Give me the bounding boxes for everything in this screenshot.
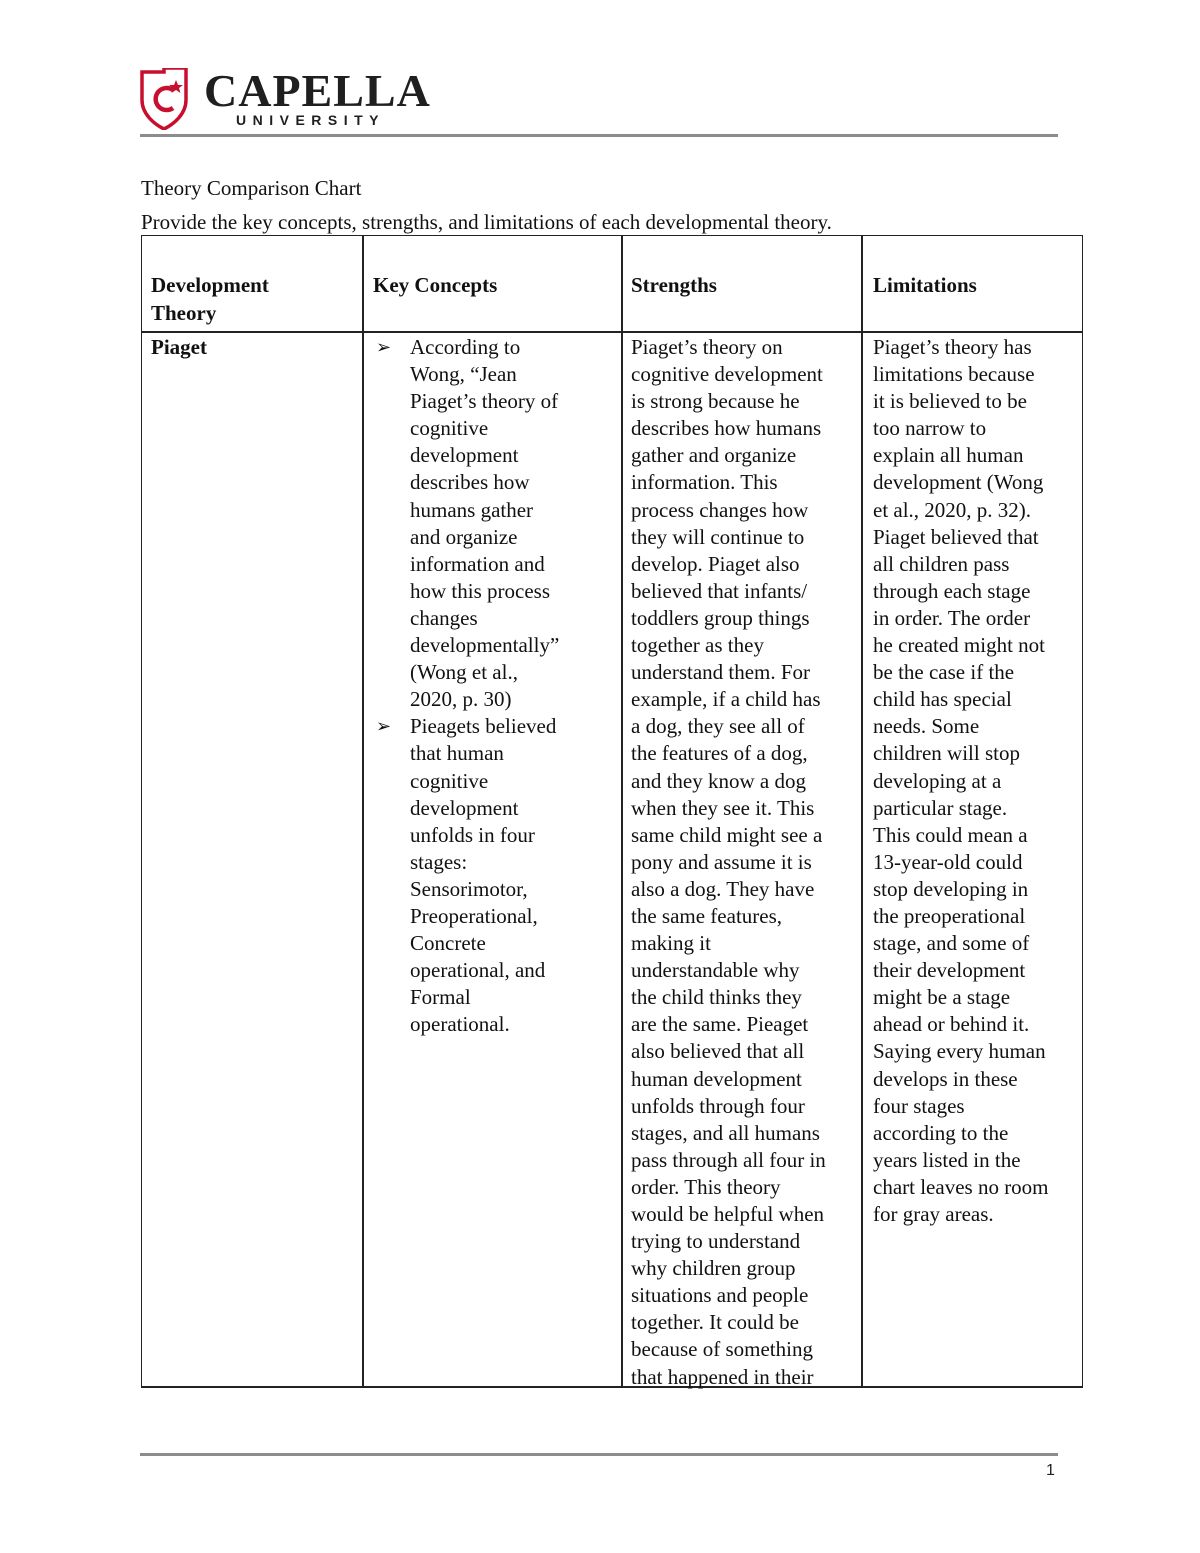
text-line: also believed that all [631,1039,805,1064]
text-line: humans gather [410,497,534,522]
text-line: This could mean a [873,822,1028,847]
text-line: particular stage. [873,795,1008,820]
header-limitations: Limitations [873,273,977,297]
theory-name: Piaget [151,335,207,359]
text-line: years listed in the [873,1147,1021,1172]
text-line: cognitive [410,768,489,793]
text-line: needs. Some [873,714,980,739]
logo-wordmark: CAPELLA [204,65,431,116]
text-line: human development [631,1066,802,1091]
text-line: the child thinks they [631,985,802,1010]
text-line: develops in these [873,1066,1018,1091]
text-line: (Wong et al., [410,660,518,685]
header-divider [140,134,1058,137]
text-line: ahead or behind it. [873,1012,1030,1037]
text-line: describes how humans [631,416,822,441]
text-line: understand them. For [631,660,811,685]
table-bottom-border [141,1386,1083,1388]
text-line: would be helpful when [631,1202,825,1226]
text-line: development [410,795,519,820]
text-line: child has special [873,687,1012,712]
text-line: development (Wong [873,470,1044,495]
text-line: development [410,443,519,468]
text-line: Saying every human [873,1039,1046,1064]
text-line: example, if a child has [631,687,821,712]
text-line: pass through all four in [631,1147,826,1172]
text-line: 13-year-old could [873,849,1023,874]
text-line: Sensorimotor, [410,876,528,901]
text-line: gather and organize [631,443,797,468]
text-line: trying to understand [631,1229,801,1254]
footer-divider [140,1453,1058,1456]
header-theory-line: Theory [151,301,217,325]
text-line: Piaget believed that [873,524,1039,549]
header-row-divider [142,331,1082,333]
text-line: together as they [631,633,764,658]
text-line: too narrow to [873,416,987,441]
text-line: same child might see a [631,822,823,847]
text-line: children will stop [873,741,1020,766]
text-line: According to [410,335,521,359]
header-strengths: Strengths [631,273,717,297]
text-line: limitations because [873,362,1035,387]
text-line: four stages [873,1093,965,1118]
document-instructions: Provide the key concepts, strengths, and limitations of each developmental theory. [141,210,832,234]
text-line: is strong because he [631,389,800,414]
shield-logo-icon [140,68,188,130]
text-line: chart leaves no room [873,1174,1049,1199]
text-line: through each stage [873,578,1031,603]
text-line: stop developing in [873,876,1029,901]
text-line: their development [873,958,1026,983]
text-line: it is believed to be [873,389,1027,414]
page-number: 1 [1046,1462,1055,1479]
text-line: be the case if the [873,660,1015,685]
arrow-bullet-icon: ➢ [376,716,392,738]
text-line: they will continue to [631,524,805,549]
text-line: Piaget’s theory of [410,389,559,414]
text-line: making it [631,931,711,956]
key-concepts-cell [376,334,615,1038]
header-development-theory [151,271,351,327]
text-line: and they know a dog [631,768,806,793]
text-line: toddlers group things [631,605,810,630]
strengths-cell [631,334,853,1391]
text-line: order. This theory [631,1174,781,1199]
text-line: are the same. Pieaget [631,1012,809,1037]
text-line: stages, and all humans [631,1120,820,1145]
text-line: also a dog. They have [631,876,815,901]
text-line: situations and people [631,1283,809,1308]
text-line: the preoperational [873,903,1026,928]
text-line: the features of a dog, [631,741,808,766]
text-line: operational. [410,1012,510,1037]
text-line: cognitive development [631,362,823,387]
text-line: developing at a [873,768,1002,793]
text-line: according to the [873,1120,1009,1145]
header-key-concepts: Key Concepts [373,273,498,297]
column-divider [621,236,623,1388]
key-concept-bullet [376,713,615,1038]
text-line: information. This [631,470,778,495]
text-line: he created might not [873,633,1046,658]
text-line: stage, and some of [873,931,1030,956]
text-line: the same features, [631,903,783,928]
text-line: Piaget’s theory has [873,335,1032,359]
text-line: develop. Piaget also [631,551,800,576]
text-line: developmentally” [410,633,560,658]
text-line: unfolds through four [631,1093,805,1118]
text-line: and organize [410,524,518,549]
text-line: might be a stage [873,985,1011,1010]
text-line: information and [410,551,545,576]
limitations-cell [873,334,1075,1228]
text-line: that happened in their [631,1364,814,1389]
text-line: in order. The order [873,605,1031,630]
text-line: believed that infants/ [631,578,808,603]
logo-subtitle: UNIVERSITY [236,112,386,128]
text-line: for gray areas. [873,1202,994,1226]
column-divider [861,236,863,1388]
text-line: pony and assume it is [631,849,812,874]
text-line: together. It could be [631,1310,799,1335]
text-line: Wong, “Jean [410,362,517,387]
text-line: process changes how [631,497,809,522]
text-line: describes how [410,470,530,495]
text-line: understandable why [631,958,800,983]
text-line: Concrete [410,931,486,956]
text-line: cognitive [410,416,489,441]
text-line: that human [410,741,504,766]
text-line: how this process [410,578,550,603]
key-concept-bullet [376,334,615,713]
text-line: why children group [631,1256,796,1281]
text-line: explain all human [873,443,1024,468]
arrow-bullet-icon: ➢ [376,337,392,358]
text-line: operational, and [410,958,546,983]
text-line: Pieagets believed [410,714,557,739]
text-line: all children pass [873,551,1010,576]
text-line: unfolds in four [410,822,535,847]
text-line: Formal [410,985,471,1010]
text-line: changes [410,605,478,630]
text-line: stages: [410,849,468,874]
text-line: a dog, they see all of [631,714,805,739]
text-line: 2020, p. 30) [410,687,512,712]
text-line: because of something [631,1337,813,1362]
header-theory-line: Development [151,273,269,297]
text-line: et al., 2020, p. 32). [873,497,1032,522]
text-line: Preoperational, [410,903,538,928]
column-divider [362,236,364,1388]
text-line: Piaget’s theory on [631,335,783,359]
document-title: Theory Comparison Chart [141,176,362,200]
text-line: when they see it. This [631,795,815,820]
